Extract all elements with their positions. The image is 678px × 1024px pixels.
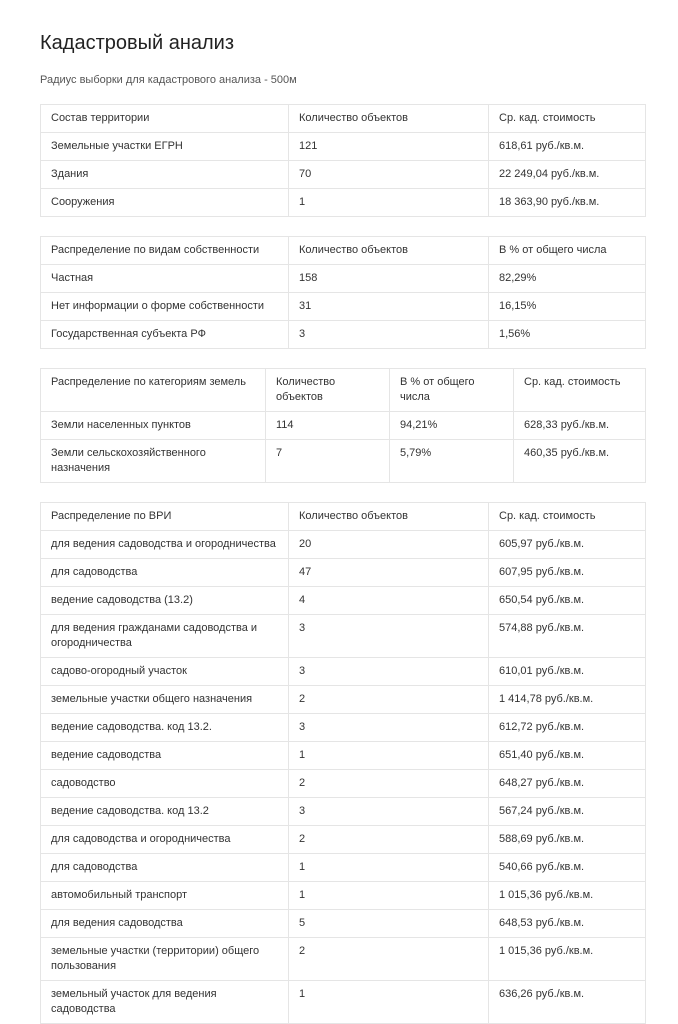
table-cell: 82,29% [489, 265, 646, 293]
table-cell: 574,88 руб./кв.м. [489, 615, 646, 658]
table-row [41, 938, 646, 981]
table-cell: для ведения садоводства и огородничества [41, 531, 289, 559]
land-category-distribution-table [40, 368, 646, 483]
table-row [41, 133, 646, 161]
table-cell: 612,72 руб./кв.м. [489, 714, 646, 742]
sampling-radius-note: Радиус выборки для кадастрового анализа - 500м [40, 74, 297, 86]
table-row [41, 559, 646, 587]
table-cell: 1 414,78 руб./кв.м. [489, 686, 646, 714]
table-row [41, 686, 646, 714]
table-header-cell: Количество объектов [289, 237, 489, 265]
table-row [41, 440, 646, 483]
table-cell: садоводство [41, 770, 289, 798]
table-header-cell: Количество объектов [289, 503, 489, 531]
table-cell: 114 [266, 412, 390, 440]
table-cell: 18 363,90 руб./кв.м. [489, 189, 646, 217]
table-cell: 567,24 руб./кв.м. [489, 798, 646, 826]
table-cell: 3 [289, 615, 489, 658]
table-cell: 651,40 руб./кв.м. [489, 742, 646, 770]
table-cell: 1 [289, 981, 489, 1024]
table-header-row [41, 369, 646, 412]
table-header-row [41, 237, 646, 265]
table-row [41, 742, 646, 770]
table-row [41, 615, 646, 658]
table-cell: 121 [289, 133, 489, 161]
table-cell: 588,69 руб./кв.м. [489, 826, 646, 854]
table-cell: 3 [289, 658, 489, 686]
table-cell: 20 [289, 531, 489, 559]
table-header-cell: В % от общего числа [390, 369, 514, 412]
territory-composition-table [40, 104, 646, 217]
table-row [41, 161, 646, 189]
table-cell: 4 [289, 587, 489, 615]
table-cell: земельные участки (территории) общего пользования [41, 938, 289, 981]
table-cell: 2 [289, 770, 489, 798]
table-cell: 1 015,36 руб./кв.м. [489, 882, 646, 910]
table-row [41, 412, 646, 440]
table-cell: 22 249,04 руб./кв.м. [489, 161, 646, 189]
table-row [41, 658, 646, 686]
table-header-cell: Ср. кад. стоимость [489, 503, 646, 531]
table-cell: для садоводства и огородничества [41, 826, 289, 854]
table-header-cell: Количество объектов [289, 105, 489, 133]
table-cell: 3 [289, 798, 489, 826]
table-cell: Земли населенных пунктов [41, 412, 266, 440]
table-cell: 1 [289, 189, 489, 217]
table-row [41, 531, 646, 559]
table-cell: 607,95 руб./кв.м. [489, 559, 646, 587]
table-cell: 650,54 руб./кв.м. [489, 587, 646, 615]
permitted-use-distribution-table [40, 502, 646, 1024]
table-row [41, 854, 646, 882]
table-cell: Государственная субъекта РФ [41, 321, 289, 349]
table-cell: 47 [289, 559, 489, 587]
table-cell: для садоводства [41, 559, 289, 587]
table-cell: 618,61 руб./кв.м. [489, 133, 646, 161]
table-cell: 16,15% [489, 293, 646, 321]
table-row [41, 321, 646, 349]
table-cell: 605,97 руб./кв.м. [489, 531, 646, 559]
table-cell: 158 [289, 265, 489, 293]
table-header-cell: Состав территории [41, 105, 289, 133]
table-cell: 648,27 руб./кв.м. [489, 770, 646, 798]
table-cell: 7 [266, 440, 390, 483]
table-header-cell: Распределение по ВРИ [41, 503, 289, 531]
table-cell: 94,21% [390, 412, 514, 440]
table-cell: Нет информации о форме собственности [41, 293, 289, 321]
table-cell: 31 [289, 293, 489, 321]
table-cell: 5 [289, 910, 489, 938]
table-header-cell: В % от общего числа [489, 237, 646, 265]
table-cell: 1 [289, 882, 489, 910]
table-row [41, 587, 646, 615]
table-header-cell: Распределение по видам собственности [41, 237, 289, 265]
table-cell: для ведения гражданами садоводства и огородничества [41, 615, 289, 658]
table-cell: 1 015,36 руб./кв.м. [489, 938, 646, 981]
table-cell: 3 [289, 714, 489, 742]
table-cell: 628,33 руб./кв.м. [514, 412, 646, 440]
table-row [41, 293, 646, 321]
table-cell: 1,56% [489, 321, 646, 349]
table-cell: 5,79% [390, 440, 514, 483]
table-header-cell: Ср. кад. стоимость [489, 105, 646, 133]
table-cell: 70 [289, 161, 489, 189]
table-cell: 540,66 руб./кв.м. [489, 854, 646, 882]
table-row [41, 910, 646, 938]
table-row [41, 882, 646, 910]
table-header-cell: Распределение по категориям земель [41, 369, 266, 412]
table-cell: 2 [289, 686, 489, 714]
table-row [41, 798, 646, 826]
table-cell: 610,01 руб./кв.м. [489, 658, 646, 686]
table-cell: 636,26 руб./кв.м. [489, 981, 646, 1024]
table-header-cell: Ср. кад. стоимость [514, 369, 646, 412]
table-cell: Частная [41, 265, 289, 293]
table-cell: Сооружения [41, 189, 289, 217]
table-header-row [41, 503, 646, 531]
table-row [41, 826, 646, 854]
table-cell: для ведения садоводства [41, 910, 289, 938]
table-header-cell: Количество объектов [266, 369, 390, 412]
table-cell: ведение садоводства. код 13.2. [41, 714, 289, 742]
table-row [41, 189, 646, 217]
table-cell: ведение садоводства (13.2) [41, 587, 289, 615]
table-row [41, 265, 646, 293]
table-cell: 1 [289, 854, 489, 882]
table-cell: Земли сельскохозяйственного назначения [41, 440, 266, 483]
table-cell: для садоводства [41, 854, 289, 882]
table-cell: ведение садоводства. код 13.2 [41, 798, 289, 826]
table-row [41, 981, 646, 1024]
table-cell: Здания [41, 161, 289, 189]
table-row [41, 714, 646, 742]
table-cell: земельный участок для ведения садоводства [41, 981, 289, 1024]
table-cell: 2 [289, 826, 489, 854]
table-cell: 460,35 руб./кв.м. [514, 440, 646, 483]
table-cell: автомобильный транспорт [41, 882, 289, 910]
table-cell: 1 [289, 742, 489, 770]
table-cell: Земельные участки ЕГРН [41, 133, 289, 161]
table-row [41, 770, 646, 798]
table-cell: земельные участки общего назначения [41, 686, 289, 714]
ownership-distribution-table [40, 236, 646, 349]
table-cell: садово-огородный участок [41, 658, 289, 686]
table-cell: 648,53 руб./кв.м. [489, 910, 646, 938]
table-cell: 2 [289, 938, 489, 981]
page-title: Кадастровый анализ [40, 32, 235, 54]
table-header-row [41, 105, 646, 133]
table-cell: 3 [289, 321, 489, 349]
table-cell: ведение садоводства [41, 742, 289, 770]
